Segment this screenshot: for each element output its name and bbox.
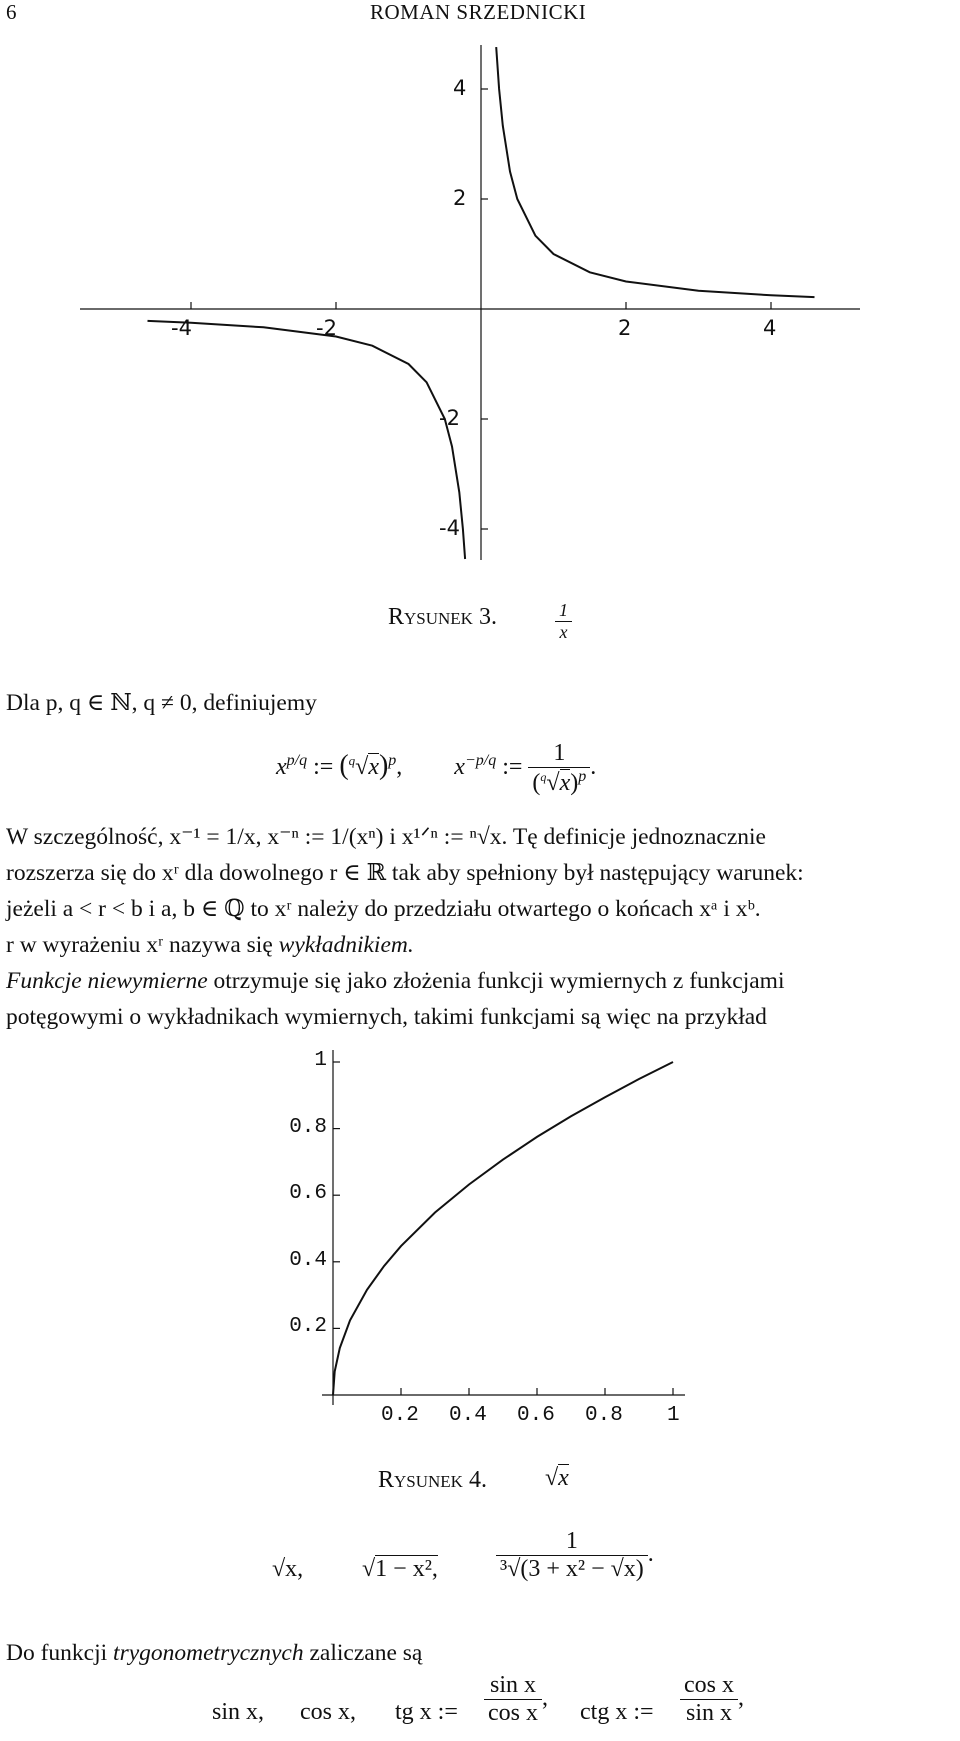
x-tick-label: 2: [618, 316, 632, 340]
p1-l4-text: r w wyrażeniu xʳ nazywa się: [6, 932, 279, 958]
example-2-radicand: 1 − x²,: [375, 1556, 438, 1582]
figure4-caption-label: Rysunek 4.: [378, 1467, 487, 1493]
y-tick-label: 0.2: [289, 1315, 327, 1339]
paragraph-2-line-2: potęgowymi o wykładnikach wymiernych, takimi funkcjami są więc na przykład: [6, 1004, 767, 1030]
figure3-caption-label: Rysunek 3.: [388, 604, 497, 630]
def-exp-2: −p/q: [464, 752, 497, 770]
figure4-caption-radical: √x: [545, 1465, 569, 1491]
def-exp-1: p/q: [286, 752, 308, 770]
curve-sqrt: [333, 1062, 673, 1395]
ctg-end: ,: [738, 1685, 744, 1712]
y-tick-label: 4: [453, 76, 467, 100]
def-root-arg: x: [368, 754, 379, 781]
paragraph-1-line-3: jeżeli a < r < b i a, b ∈ ℚ to xʳ należy do przedziału otwartego o końcach xᵃ i xᵇ.: [6, 896, 761, 922]
trig-cos: cos x,: [300, 1699, 356, 1725]
tg-end: ,: [542, 1685, 548, 1712]
example-3-den: ³√(3 + x² − √x): [500, 1556, 644, 1582]
def-x-1: x: [276, 754, 287, 781]
paragraph-2-line-1: [6, 964, 956, 998]
x-tick-label: 1: [667, 1404, 680, 1427]
tg-den: cos x: [488, 1700, 538, 1726]
p3-text-a: Do funkcji: [6, 1640, 114, 1666]
y-tick-label: 2: [453, 186, 467, 210]
x-tick-label: -4: [171, 316, 192, 340]
x-tick-label: 0.6: [517, 1404, 555, 1427]
def-frac-num: 1: [528, 740, 590, 768]
def-pow-p: p: [388, 752, 397, 770]
paragraph-1-line-4: [6, 928, 956, 962]
figure3-caption-num: 1: [555, 600, 572, 622]
x-tick-label: 0.2: [381, 1404, 419, 1427]
def-frac-den: $(^q√x)^p$: [532, 768, 587, 796]
ctg-den: sin x: [685, 1700, 732, 1726]
trig-tg-fraction: [484, 1672, 548, 1727]
example-3-num: 1: [496, 1528, 648, 1556]
trig-sin: sin x,: [212, 1699, 265, 1725]
def-assign-2: :=: [502, 754, 523, 781]
p3-term: trygonometrycznych: [113, 1640, 304, 1666]
p1-l4-term: wykładnikiem.: [278, 932, 414, 958]
trig-ctg-fraction: [680, 1672, 744, 1727]
y-tick-label: -4: [439, 516, 460, 540]
paragraph-3: [6, 1636, 956, 1670]
y-tick-label: 0.8: [289, 1115, 327, 1139]
def-x-2: x: [454, 754, 465, 781]
ctg-num: cos x: [680, 1672, 738, 1700]
p3-text-c: zaliczane są: [303, 1640, 423, 1666]
chart-reciprocal: [0, 0, 960, 600]
trig-ctg: ctg x :=: [580, 1699, 654, 1725]
figure3-caption-fraction: [555, 600, 572, 643]
y-tick-label: 0.6: [289, 1182, 327, 1206]
paragraph-1-line-1: W szczególność, x⁻¹ = 1/x, x⁻ⁿ := 1/(xⁿ) i x¹ᐟⁿ := ⁿ√x. Tę definicje jednoznacznie: [6, 824, 766, 850]
x-tick-label: 0.8: [585, 1404, 623, 1427]
paragraph-1-line-2: rozszerza się do xʳ dla dowolnego r ∈ ℝ tak aby spełniony był następujący warunek:: [6, 860, 804, 886]
figure3-caption-den: x: [559, 622, 568, 642]
example-sqrt-one-minus-x2: √1 − x²,: [362, 1556, 438, 1582]
figure4-caption-radicand: x: [558, 1465, 569, 1491]
definition-formula: $x^{p/q}$ := $(^q√x)^p$, $x^{-p/q}$ := $\frac{1}{(^q√x)^p}$ .: [276, 740, 597, 796]
tg-num: sin x: [484, 1672, 542, 1700]
page-number: 6: [6, 0, 17, 24]
running-title: ROMAN SRZEDNICKI: [370, 0, 587, 24]
p2-l1-term: Funkcje niewymierne: [6, 968, 208, 994]
x-tick-label: -2: [316, 316, 337, 340]
trig-tg: tg x :=: [395, 1699, 458, 1725]
y-tick-label: -2: [439, 406, 460, 430]
y-tick-label: 1: [314, 1049, 327, 1072]
chart-sqrt: [0, 1030, 960, 1450]
curve-positive-branch: [496, 47, 814, 297]
def-assign-1: :=: [313, 754, 334, 781]
example-sqrt: √x,: [272, 1556, 304, 1582]
curve-negative-branch: [148, 321, 466, 559]
x-tick-label: 4: [763, 316, 777, 340]
y-tick-label: 0.4: [289, 1248, 327, 1272]
definition-intro: Dla p, q ∈ ℕ, q ≠ 0, definiujemy: [6, 690, 317, 716]
p2-l1-text: otrzymuje się jako złożenia funkcji wymiernych z funkcjami: [207, 968, 785, 994]
x-tick-label: 0.4: [449, 1404, 487, 1427]
def-root-index: q: [348, 753, 356, 769]
example-fraction: $\frac{1}{\text{³√(3 + x² − √x)}}$ .: [496, 1528, 654, 1583]
